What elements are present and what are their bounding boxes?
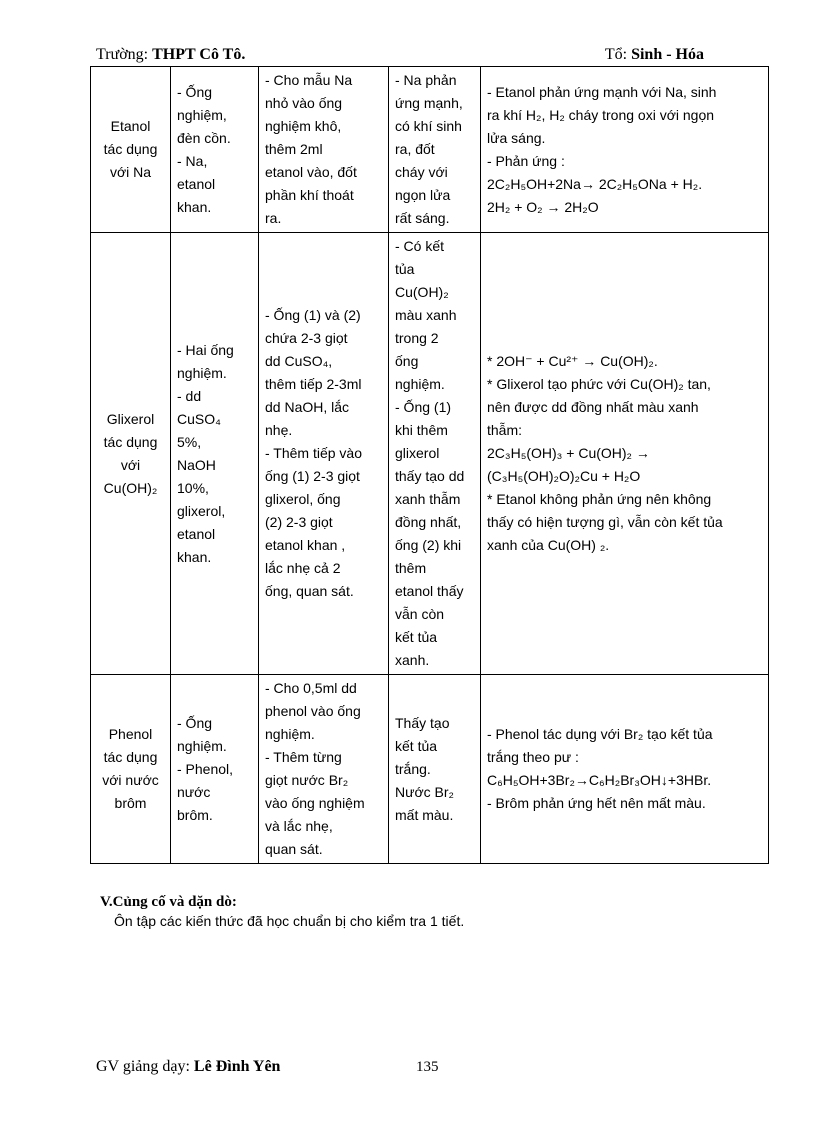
cell-text-line: glixerol xyxy=(395,445,440,461)
cell-text-line: 2C₃H₅(OH)₃ + Cu(OH)₂ → xyxy=(487,445,650,461)
school-info xyxy=(96,46,245,64)
cell-text-line: nghiệm. xyxy=(395,376,445,392)
cell-text-line: dd CuSO₄, xyxy=(265,353,333,369)
explanation-cell xyxy=(481,67,769,233)
cell-text-line: nhẹ. xyxy=(265,422,293,438)
cell-text-line: đèn cồn. xyxy=(177,129,231,146)
cell-text-line: lửa sáng. xyxy=(487,129,546,146)
cell-text-line: NaOH xyxy=(177,456,216,473)
cell-text-line: dd NaOH, lắc xyxy=(265,399,350,415)
cell-text-line: quan sát. xyxy=(265,841,323,857)
cell-text-line: ống (1) 2-3 giọt xyxy=(265,468,360,484)
cell-text-line: và lắc nhẹ, xyxy=(265,818,333,834)
cell-text-line: thêm tiếp 2-3ml xyxy=(265,376,362,392)
explanation-cell xyxy=(481,675,769,864)
cell-text-line: nhỏ vào ống xyxy=(265,95,343,111)
cell-text-line: kết tủa xyxy=(395,629,438,645)
cell-text-line: trong 2 xyxy=(395,330,439,346)
cell-text-line: 2H₂ + O₂ → 2H₂O xyxy=(487,198,599,215)
section-body: Ôn tập các kiến thức đã học chuẩn bị cho kiểm tra 1 tiết. xyxy=(114,913,465,929)
cell-text-line: tác dụng xyxy=(103,433,158,450)
cell-text-line: - Thêm từng xyxy=(265,749,342,765)
cell-text-line: glixerol, ống xyxy=(265,491,341,507)
cell-text-line: Glixerol xyxy=(106,410,155,427)
cell-text-line: nghiệm, xyxy=(177,106,227,123)
cell-text-line: xanh của Cu(OH) ₂. xyxy=(487,537,610,553)
cell-text-line: trắng theo pư : xyxy=(487,749,579,765)
cell-text-line: có khí sinh xyxy=(395,118,462,134)
teacher-name: Lê Đình Yên xyxy=(193,1058,281,1075)
procedure-cell xyxy=(259,67,389,233)
school-label: Trường: xyxy=(96,46,149,63)
cell-text-line: - Brôm phản ứng hết nên mất màu. xyxy=(487,795,706,811)
cell-text-line: brôm xyxy=(114,795,147,811)
cell-text-line: etanol xyxy=(177,175,216,192)
cell-text-line: nên được dd đồng nhất màu xanh xyxy=(487,399,699,415)
cell-text-line: * 2OH⁻ + Cu²⁺ → Cu(OH)₂. xyxy=(487,353,658,369)
cell-text-line: (2) 2-3 giọt xyxy=(265,514,333,530)
observation-cell xyxy=(389,675,481,864)
cell-text-line: - Na, xyxy=(177,152,208,169)
experiment-name-cell xyxy=(91,675,171,864)
cell-text-line: Etanol xyxy=(110,118,151,134)
cell-text-line: nghiệm khô, xyxy=(265,118,342,134)
section-title: V.Củng cố và dặn dò: xyxy=(100,894,237,910)
cell-text-line: tủa xyxy=(395,261,415,277)
cell-text-line: - dd xyxy=(177,387,202,404)
department-label: Tổ: xyxy=(604,46,628,63)
cell-text-line: khan. xyxy=(177,198,212,215)
teacher-line xyxy=(96,1058,280,1076)
table-row xyxy=(91,233,769,675)
cell-text-line: ống xyxy=(395,353,419,369)
cell-text-line: - Ống (1) và (2) xyxy=(265,307,361,323)
cell-text-line: với Na xyxy=(109,164,152,180)
cell-text-line: brôm. xyxy=(177,806,213,823)
cell-text-line: - Phenol, xyxy=(177,760,234,777)
cell-text-line: ống (2) khi xyxy=(395,537,462,553)
cell-text-line: chứa 2-3 giọt xyxy=(265,330,348,346)
cell-text-line: ra, đốt xyxy=(395,141,435,157)
school-name: THPT Cô Tô. xyxy=(152,46,246,63)
cell-text-line: 2C₂H₅OH+2Na→ 2C₂H₅ONa + H₂. xyxy=(487,175,703,192)
cell-text-line: thêm xyxy=(395,560,427,576)
cell-text-line: lắc nhẹ cả 2 xyxy=(265,560,341,576)
cell-text-line: phenol vào ống xyxy=(265,703,361,719)
department-info xyxy=(605,46,704,64)
teacher-label: GV giảng dạy: xyxy=(96,1058,190,1075)
cell-text-line: đồng nhất, xyxy=(395,514,462,530)
cell-text-line: etanol thấy xyxy=(395,583,464,599)
equipment-cell xyxy=(171,67,259,233)
experiment-name-cell xyxy=(91,67,171,233)
table-row xyxy=(91,675,769,864)
cell-text-line: - Etanol phản ứng mạnh với Na, sinh xyxy=(487,83,717,100)
cell-text-line: CuSO₄ xyxy=(177,410,221,427)
cell-text-line: tác dụng xyxy=(103,749,158,765)
cell-text-line: thấy có hiện tượng gì, vẫn còn kết tủa xyxy=(487,514,723,530)
cell-text-line: nghiệm. xyxy=(177,737,227,754)
procedure-cell xyxy=(259,233,389,675)
cell-text-line: - Cho 0,5ml dd xyxy=(265,680,357,696)
cell-text-line: - Ống xyxy=(177,714,213,731)
cell-text-line: - Ống (1) xyxy=(395,399,452,415)
cell-text-line: rất sáng. xyxy=(395,210,450,226)
equipment-cell xyxy=(171,675,259,864)
cell-text-line: khan. xyxy=(177,548,212,565)
experiment-name-cell xyxy=(91,233,171,675)
equipment-cell xyxy=(171,233,259,675)
cell-text-line: etanol vào, đốt xyxy=(265,164,357,180)
cell-text-line: * Glixerol tạo phức với Cu(OH)₂ tan, xyxy=(487,376,711,392)
cell-text-line: trắng. xyxy=(395,760,431,777)
cell-text-line: ra. xyxy=(265,210,282,226)
cell-text-line: - Ống xyxy=(177,83,213,100)
cell-text-line: mất màu. xyxy=(395,806,454,823)
cell-text-line: - Thêm tiếp vào xyxy=(265,445,363,461)
cell-text-line: ống, quan sát. xyxy=(265,583,354,599)
cell-text-line: màu xanh xyxy=(395,307,457,323)
cell-text-line: tác dụng xyxy=(103,141,158,157)
cell-text-line: etanol xyxy=(177,525,216,542)
cell-text-line: Cu(OH)₂ xyxy=(395,284,449,300)
cell-text-line: phần khí thoát xyxy=(265,187,354,203)
cell-text-line: Thấy tạo xyxy=(395,714,450,731)
cell-text-line: thêm 2ml xyxy=(265,141,323,157)
department-name: Sinh - Hóa xyxy=(631,46,704,63)
cell-text-line: xanh. xyxy=(395,652,430,668)
observation-cell xyxy=(389,233,481,675)
cell-text-line: ứng mạnh, xyxy=(395,95,463,111)
cell-text-line: với nước xyxy=(102,772,159,788)
explanation-cell xyxy=(481,233,769,675)
cell-text-line: nước xyxy=(177,783,211,800)
cell-text-line: C₆H₅OH+3Br₂→C₆H₂Br₃OH↓+3HBr. xyxy=(487,772,712,788)
cell-text-line: giọt nước Br₂ xyxy=(265,772,349,788)
cell-text-line: - Hai ống xyxy=(177,341,234,358)
cell-text-line: ngọn lửa xyxy=(395,187,451,203)
page-header xyxy=(96,46,768,66)
cell-text-line: thấy tạo dd xyxy=(395,468,465,484)
cell-text-line: Cu(OH)₂ xyxy=(103,479,158,496)
cell-text-line: Nước Br₂ xyxy=(395,783,454,800)
cell-text-line: xanh thẫm xyxy=(395,491,461,507)
page-number: 135 xyxy=(416,1059,439,1075)
cell-text-line: - Phản ứng : xyxy=(487,152,565,169)
cell-text-line: với xyxy=(120,456,141,473)
cell-text-line: - Có kết xyxy=(395,238,445,254)
cell-text-line: - Phenol tác dụng với Br₂ tạo kết tủa xyxy=(487,726,713,742)
cell-text-line: - Na phản xyxy=(395,72,457,88)
cell-text-line: cháy với xyxy=(395,164,448,180)
cell-text-line: nghiệm. xyxy=(265,726,315,742)
cell-text-line: kết tủa xyxy=(395,737,438,754)
cell-text-line: etanol khan , xyxy=(265,537,346,553)
cell-text-line: Phenol xyxy=(108,726,153,742)
cell-text-line: khi thêm xyxy=(395,422,448,438)
cell-text-line: 10%, xyxy=(177,479,209,496)
cell-text-line: (C₃H₅(OH)₂O)₂Cu + H₂O xyxy=(487,468,641,484)
cell-text-line: glixerol, xyxy=(177,502,226,519)
experiment-table xyxy=(90,66,769,864)
observation-cell xyxy=(389,67,481,233)
cell-text-line: * Etanol không phản ứng nên không xyxy=(487,491,712,507)
cell-text-line: thẫm: xyxy=(487,422,523,438)
table-row xyxy=(91,67,769,233)
section-consolidation xyxy=(100,894,760,929)
cell-text-line: 5%, xyxy=(177,433,202,450)
procedure-cell xyxy=(259,675,389,864)
cell-text-line: nghiệm. xyxy=(177,364,227,381)
cell-text-line: vẫn còn xyxy=(395,606,445,622)
cell-text-line: vào ống nghiệm xyxy=(265,795,365,811)
cell-text-line: ra khí H₂, H₂ cháy trong oxi với ngọn xyxy=(487,106,715,123)
cell-text-line: - Cho mẫu Na xyxy=(265,72,353,88)
